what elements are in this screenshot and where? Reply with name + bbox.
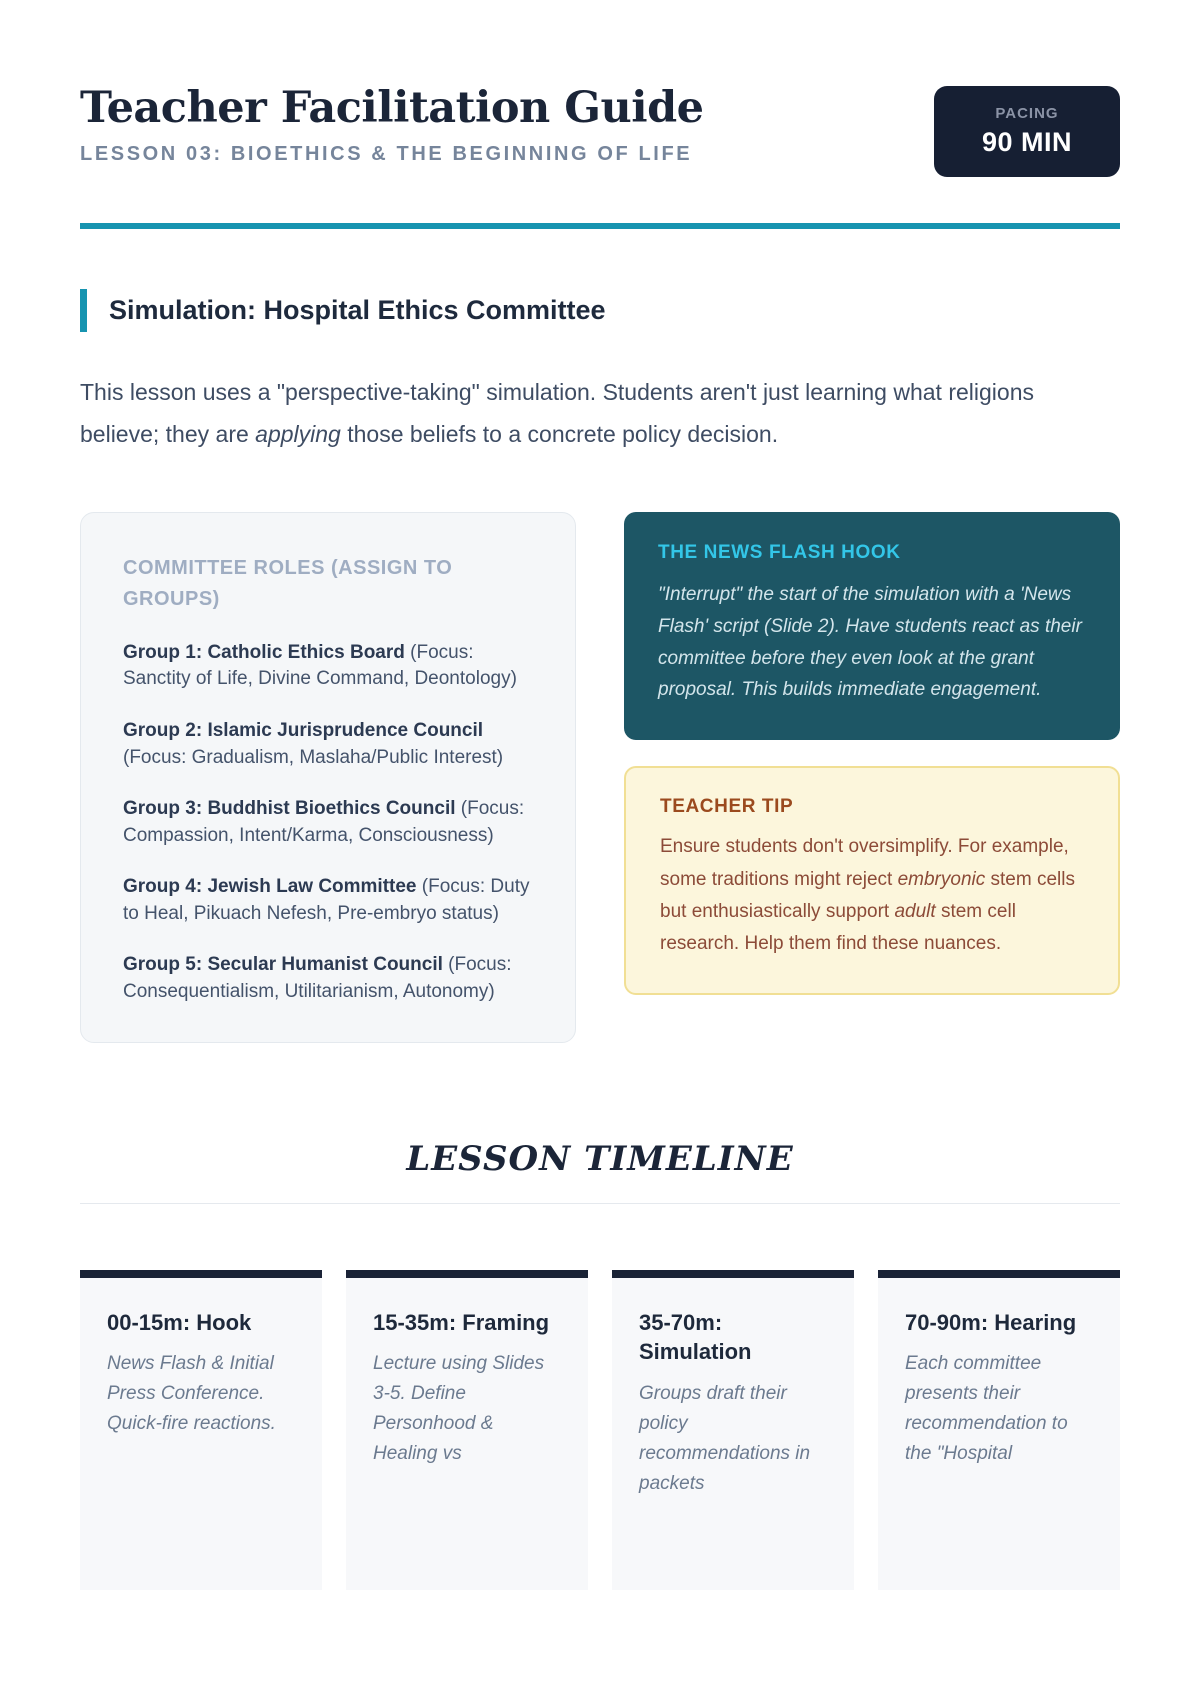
title-block xyxy=(80,84,704,166)
phase-2-description: Lecture using Slides 3-5. Define Personhood & Healing vs xyxy=(373,1353,545,1465)
group-2-name: Group 2: Islamic Jurisprudence Council xyxy=(123,719,484,741)
teal-divider-rule xyxy=(80,223,1120,229)
tip-text-part1: Ensure students don't oversimplify. For example, some traditions might reject xyxy=(660,836,1069,890)
phase-2-title: 15-35m: Framing xyxy=(373,1309,550,1335)
group-item-3 xyxy=(123,796,533,849)
tip-text-emphasis-2: adult xyxy=(894,900,936,922)
section-heading: Simulation: Hospital Ethics Committee xyxy=(80,289,1120,332)
document-header xyxy=(80,84,1120,177)
lesson-subtitle: LESSON 03: BIOETHICS & THE BEGINNING OF LIFE xyxy=(80,143,693,166)
phase-card-framing xyxy=(346,1270,588,1590)
tip-text-part2: stem cells but enthusiastically support xyxy=(660,868,1075,922)
group-2-focus: (Focus: Gradualism, Maslaha/Public Interest) xyxy=(123,746,504,768)
group-item-4 xyxy=(123,874,533,927)
intro-text-emphasis: applying xyxy=(255,420,341,447)
timeline-phases-grid xyxy=(80,1270,1120,1590)
pacing-value: 90 MIN xyxy=(981,127,1073,157)
intro-text-part2: those beliefs to a concrete policy decision. xyxy=(340,420,779,447)
news-flash-heading: THE NEWS FLASH HOOK xyxy=(658,541,901,563)
intro-paragraph xyxy=(80,372,1090,456)
phase-3-description: Groups draft their policy recommendations in packets xyxy=(639,1383,811,1495)
phase-card-simulation xyxy=(612,1270,854,1590)
committee-roles-card xyxy=(80,512,576,1043)
group-4-focus: (Focus: Duty to Heal, Pikuach Nefesh, Pre-embryo status) xyxy=(123,876,530,924)
timeline-heading: LESSON TIMELINE xyxy=(406,1138,794,1179)
group-4-name: Group 4: Jewish Law Committee xyxy=(123,876,417,898)
pacing-label: PACING xyxy=(995,105,1059,122)
phase-4-title: 70-90m: Hearing xyxy=(905,1309,1077,1335)
group-item-1 xyxy=(123,640,533,693)
right-column xyxy=(624,512,1120,995)
phase-card-hearing xyxy=(878,1270,1120,1590)
news-flash-body: "Interrupt" the start of the simulation with a 'News Flash' script (Slide 2). Have students react as their committee before they even look at the grant proposal. This builds immediate engagement. xyxy=(658,583,1082,701)
cards-grid xyxy=(80,512,1120,1043)
pacing-badge xyxy=(934,86,1120,177)
intro-text-part1: This lesson uses a "perspective-taking" simulation. Students aren't just learning what religions believe; they are xyxy=(80,379,1034,447)
tip-text-part3: stem cell research. Help them find these nuances. xyxy=(660,900,1016,955)
group-3-focus: (Focus: Compassion, Intent/Karma, Consciousness) xyxy=(123,798,525,846)
timeline-divider xyxy=(80,1203,1120,1204)
group-5-focus: (Focus: Consequentialism, Utilitarianism, Autonomy) xyxy=(123,954,512,1003)
phase-4-description: Each committee presents their recommendation to the "Hospital xyxy=(905,1353,1068,1465)
phase-1-title: 00-15m: Hook xyxy=(107,1309,252,1335)
group-item-2 xyxy=(123,718,533,771)
tip-text-emphasis-1: embryonic xyxy=(897,868,986,890)
teacher-tip-body xyxy=(660,831,1084,960)
committee-roles-heading: COMMITTEE ROLES (ASSIGN TO GROUPS) xyxy=(123,556,453,610)
phase-card-hook xyxy=(80,1270,322,1590)
phase-1-description: News Flash & Initial Press Conference. Quick-fire reactions. xyxy=(107,1353,276,1435)
group-5-name: Group 5: Secular Humanist Council xyxy=(123,954,443,976)
group-item-5 xyxy=(123,952,533,1005)
page-title: Teacher Facilitation Guide xyxy=(80,83,704,133)
teacher-guide-page xyxy=(0,84,1200,1590)
teacher-tip-heading: TEACHER TIP xyxy=(660,796,794,818)
group-1-focus: (Focus: Sanctity of Life, Divine Command, Deontology) xyxy=(123,641,517,690)
group-1-name: Group 1: Catholic Ethics Board xyxy=(123,641,405,663)
news-flash-hook-card xyxy=(624,512,1120,741)
group-3-name: Group 3: Buddhist Bioethics Council xyxy=(123,798,456,820)
phase-3-title: 35-70m: Simulation xyxy=(639,1309,752,1365)
teacher-tip-card xyxy=(624,766,1120,994)
